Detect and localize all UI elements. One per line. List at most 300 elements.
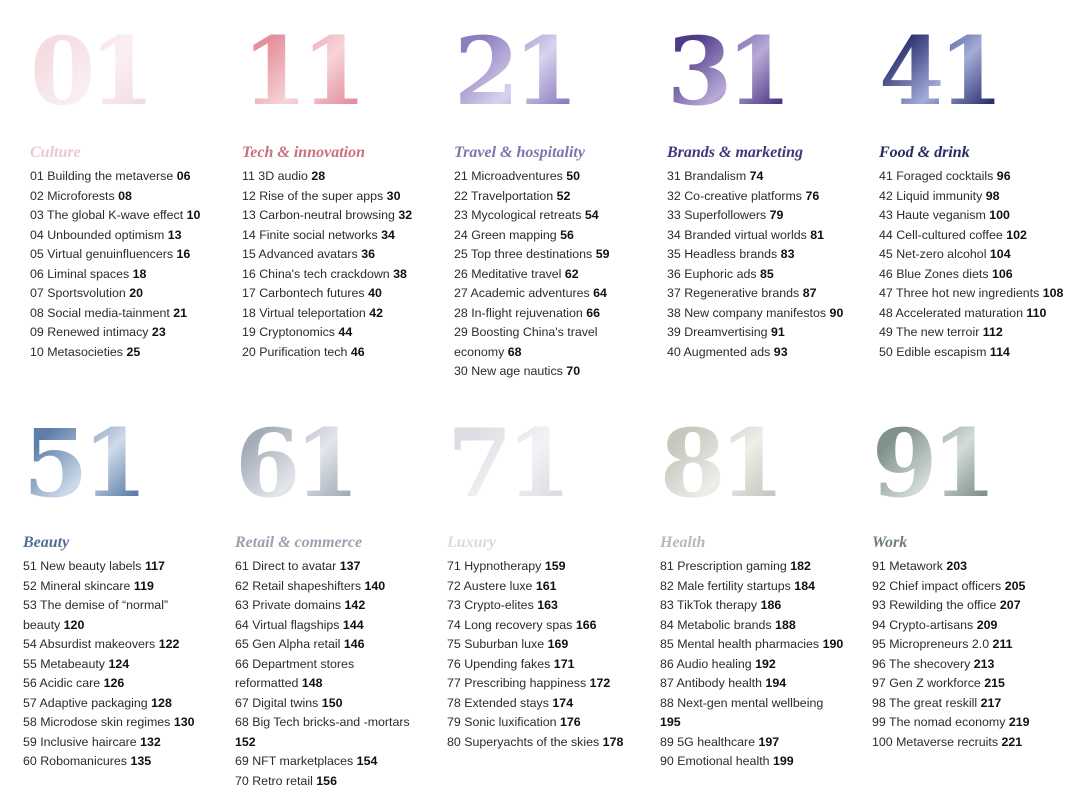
trend-item[interactable] <box>667 265 872 285</box>
page-number: 68 <box>507 344 522 359</box>
page-number: 221 <box>1001 734 1023 749</box>
trend-item[interactable] <box>660 694 840 733</box>
page-number: 96 <box>996 169 1011 183</box>
page-number: 25 <box>126 344 141 359</box>
page-number: 205 <box>1004 578 1026 593</box>
trend-title: 87 Antibody health <box>660 676 762 690</box>
trend-item[interactable] <box>23 596 203 635</box>
trend-title: 33 Superfollowers <box>667 208 767 222</box>
trend-title: 36 Euphoric ads <box>667 266 757 281</box>
page-number: 44 <box>338 325 353 339</box>
trend-item[interactable] <box>447 655 652 675</box>
trend-title: 95 Micropreneurs 2.0 <box>872 637 990 651</box>
trend-item[interactable] <box>454 362 659 382</box>
trend-item[interactable] <box>23 557 228 577</box>
page-number: 64 <box>593 286 607 300</box>
trend-title: 93 Rewilding the office <box>872 598 997 612</box>
trend-title: 94 Crypto-artisans <box>872 617 974 632</box>
page-number: 70 <box>566 364 581 378</box>
trend-item[interactable] <box>235 694 440 714</box>
trend-title: 75 Suburban luxe <box>447 637 545 651</box>
trend-item[interactable] <box>660 596 865 616</box>
trend-item[interactable] <box>242 323 447 343</box>
trend-title: 60 Robomanicures <box>23 754 128 768</box>
trend-title: 31 Brandalism <box>667 169 747 183</box>
page-number: 98 <box>985 188 1000 203</box>
page-number: 211 <box>992 637 1013 651</box>
trend-title: 08 Social media-tainment <box>30 305 170 320</box>
trend-item[interactable] <box>660 752 865 772</box>
page-number: 166 <box>575 617 597 632</box>
trend-title: 20 Purification tech <box>242 344 348 359</box>
trend-item[interactable] <box>447 596 652 616</box>
page-number: 100 <box>989 208 1010 222</box>
trend-item[interactable] <box>872 694 1077 714</box>
page-number: 102 <box>1006 227 1027 242</box>
trend-item[interactable] <box>879 167 1080 187</box>
trend-item[interactable] <box>667 284 872 304</box>
trend-title: 81 Prescription gaming <box>660 559 787 573</box>
trend-item[interactable] <box>23 694 228 714</box>
trend-item[interactable] <box>872 674 1077 694</box>
trend-title: 66 Department stores reformatted <box>235 656 355 690</box>
page-number: 186 <box>760 598 782 612</box>
trend-item[interactable] <box>454 304 659 324</box>
section-number: 51 <box>23 414 148 514</box>
page-number: 50 <box>566 169 581 183</box>
trend-item[interactable] <box>879 187 1080 207</box>
trend-list <box>872 557 1077 752</box>
trend-title: 05 Virtual genuinfluencers <box>30 247 174 261</box>
page-number: 34 <box>381 227 395 242</box>
trend-item[interactable] <box>242 304 447 324</box>
trend-item[interactable] <box>667 245 872 265</box>
trend-title: 37 Regenerative brands <box>667 286 800 300</box>
trend-title: 76 Upending fakes <box>447 656 551 671</box>
page-number: 128 <box>151 695 172 710</box>
trend-item[interactable] <box>447 694 652 714</box>
trend-list <box>30 167 235 362</box>
page-number: 06 <box>176 169 191 183</box>
trend-item[interactable] <box>879 226 1080 246</box>
trend-title: 96 The shecovery <box>872 656 971 671</box>
trend-title: 17 Carbontech futures <box>242 286 365 300</box>
trend-title: 57 Adaptive packaging <box>23 695 148 710</box>
trend-item[interactable] <box>30 323 235 343</box>
section-61 <box>235 409 440 791</box>
trend-title: 07 Sportsvolution <box>30 286 126 300</box>
page-number: 163 <box>537 598 558 612</box>
trend-title: 32 Co-creative platforms <box>667 188 802 203</box>
page-number: 215 <box>984 676 1005 690</box>
page-number: 81 <box>810 227 825 242</box>
trend-title: 90 Emotional health <box>660 754 770 768</box>
trend-item[interactable] <box>454 206 659 226</box>
trend-item[interactable] <box>667 304 872 324</box>
category-heading: Health <box>660 534 706 551</box>
section-11 <box>242 17 447 362</box>
page-number: 194 <box>765 676 787 690</box>
trend-title: 38 New company manifestos <box>667 305 827 320</box>
trend-item[interactable] <box>872 596 1077 616</box>
trend-item[interactable] <box>30 206 235 226</box>
trend-item[interactable] <box>454 245 659 265</box>
trend-list <box>447 557 652 752</box>
trend-title: 62 Retail shapeshifters <box>235 578 362 593</box>
trend-item[interactable] <box>660 616 865 636</box>
trend-item[interactable] <box>30 245 235 265</box>
trend-title: 86 Audio healing <box>660 656 752 671</box>
trend-item[interactable] <box>879 206 1080 226</box>
trend-title: 92 Chief impact officers <box>872 578 1002 593</box>
trend-item[interactable] <box>879 323 1080 343</box>
trend-item[interactable] <box>454 187 659 207</box>
page-number: 192 <box>755 656 776 671</box>
page-number: 209 <box>976 617 998 632</box>
trend-item[interactable] <box>660 635 865 655</box>
trend-item[interactable] <box>30 304 235 324</box>
page-number: 188 <box>775 617 796 632</box>
trend-title: 14 Finite social networks <box>242 227 378 242</box>
section-01 <box>30 17 235 362</box>
trend-title: 64 Virtual flagships <box>235 617 340 632</box>
page-number: 120 <box>63 617 85 632</box>
trend-title: 63 Private domains <box>235 598 342 612</box>
trend-item[interactable] <box>667 226 872 246</box>
trend-title: 61 Direct to avatar <box>235 559 337 573</box>
section-number: 31 <box>667 22 792 122</box>
trend-item[interactable] <box>447 577 652 597</box>
page-number: 217 <box>980 695 1002 710</box>
trend-item[interactable] <box>667 167 872 187</box>
trend-item[interactable] <box>30 187 235 207</box>
page-number: 104 <box>989 247 1011 261</box>
trend-item[interactable] <box>242 206 447 226</box>
trend-title: 04 Unbounded optimism <box>30 227 165 242</box>
trend-title: 79 Sonic luxification <box>447 715 557 729</box>
trend-item[interactable] <box>30 167 235 187</box>
page-number: 171 <box>553 656 575 671</box>
section-number: 91 <box>872 414 997 514</box>
trend-item[interactable] <box>872 713 1077 733</box>
trend-item[interactable] <box>879 245 1080 265</box>
page-number: 169 <box>547 637 569 651</box>
trend-title: 06 Liminal spaces <box>30 266 130 281</box>
trend-title: 42 Liquid immunity <box>879 188 983 203</box>
category-heading: Luxury <box>447 534 496 551</box>
trend-item[interactable] <box>660 557 865 577</box>
trend-title: 46 Blue Zones diets <box>879 266 989 281</box>
trend-item[interactable] <box>667 187 872 207</box>
trend-title: 29 Boosting China's travel economy <box>454 325 598 359</box>
page-number: 59 <box>595 247 610 261</box>
trend-list <box>879 167 1080 362</box>
page-number: 16 <box>176 247 191 261</box>
trend-item[interactable] <box>660 577 865 597</box>
page-number: 93 <box>773 344 788 359</box>
page-number: 161 <box>535 578 557 593</box>
trend-title: 59 Inclusive haircare <box>23 734 137 749</box>
trend-item[interactable] <box>23 635 228 655</box>
page-number: 178 <box>602 734 624 749</box>
page-number: 74 <box>749 169 764 183</box>
trend-item[interactable] <box>30 284 235 304</box>
page-number: 144 <box>342 617 364 632</box>
trend-title: 84 Metabolic brands <box>660 617 772 632</box>
page-number: 30 <box>386 188 401 203</box>
trend-title: 99 The nomad economy <box>872 715 1006 729</box>
page-number: 152 <box>235 734 256 749</box>
section-number: 81 <box>660 414 785 514</box>
trend-title: 21 Microadventures <box>454 169 563 183</box>
trend-title: 91 Metawork <box>872 559 943 573</box>
trend-title: 25 Top three destinations <box>454 247 593 261</box>
section-number: 61 <box>235 414 360 514</box>
trend-title: 47 Three hot new ingredients <box>879 286 1040 300</box>
trend-item[interactable] <box>667 343 872 363</box>
page-number: 108 <box>1042 286 1064 300</box>
section-number: 01 <box>30 22 155 122</box>
page-number: 79 <box>769 208 784 222</box>
section-51 <box>23 409 228 772</box>
page-number: 62 <box>564 266 579 281</box>
trend-title: 73 Crypto-elites <box>447 598 534 612</box>
trend-title: 24 Green mapping <box>454 227 557 242</box>
trend-item[interactable] <box>23 733 228 753</box>
page-number: 10 <box>186 208 201 222</box>
trend-item[interactable] <box>235 772 440 792</box>
trend-title: 30 New age nautics <box>454 364 563 378</box>
category-heading: Retail & commerce <box>235 534 363 551</box>
page-number: 110 <box>1026 305 1047 320</box>
trend-title: 27 Academic adventures <box>454 286 590 300</box>
trend-item[interactable] <box>872 557 1077 577</box>
trend-item[interactable] <box>447 557 652 577</box>
trend-item[interactable] <box>660 655 865 675</box>
section-91 <box>872 409 1077 752</box>
page-number: 137 <box>339 559 361 573</box>
trend-item[interactable] <box>879 265 1080 285</box>
trend-title: 58 Microdose skin regimes <box>23 715 171 729</box>
page-number: 150 <box>321 695 343 710</box>
trend-item[interactable] <box>872 655 1077 675</box>
trend-item[interactable] <box>667 323 872 343</box>
trend-title: 22 Travelportation <box>454 188 554 203</box>
trend-item[interactable] <box>447 713 652 733</box>
page-number: 23 <box>151 325 166 339</box>
page-number: 148 <box>301 676 323 690</box>
trend-item[interactable] <box>660 733 865 753</box>
page-number: 197 <box>758 734 780 749</box>
trend-item[interactable] <box>23 752 228 772</box>
page-number: 132 <box>140 734 161 749</box>
trend-item[interactable] <box>447 616 652 636</box>
trend-list <box>235 557 440 791</box>
page-number: 190 <box>822 637 844 651</box>
trend-item[interactable] <box>23 674 228 694</box>
trend-item[interactable] <box>23 577 228 597</box>
trend-title: 55 Metabeauty <box>23 656 105 671</box>
trend-item[interactable] <box>235 616 440 636</box>
trend-item[interactable] <box>879 343 1080 363</box>
page-number: 66 <box>586 305 601 320</box>
trend-title: 03 The global K-wave effect <box>30 208 184 222</box>
trend-item[interactable] <box>242 226 447 246</box>
page-number: 28 <box>311 169 326 183</box>
trend-title: 72 Austere luxe <box>447 578 533 593</box>
section-41 <box>879 17 1080 362</box>
trend-title: 01 Building the metaverse <box>30 169 174 183</box>
category-heading: Beauty <box>23 534 70 551</box>
page-number: 87 <box>802 286 817 300</box>
page-number: 154 <box>356 754 378 768</box>
trend-item[interactable] <box>235 713 415 752</box>
trend-title: 51 New beauty labels <box>23 559 142 573</box>
trend-item[interactable] <box>667 206 872 226</box>
trend-item[interactable] <box>872 616 1077 636</box>
trend-item[interactable] <box>242 265 447 285</box>
page-number: 08 <box>118 188 132 203</box>
page-number: 114 <box>989 344 1010 359</box>
trend-title: 78 Extended stays <box>447 695 549 710</box>
trend-title: 53 The demise of “normal” beauty <box>23 598 169 632</box>
page-number: 46 <box>350 344 365 359</box>
page-number: 13 <box>167 227 182 242</box>
trend-title: 09 Renewed intimacy <box>30 325 149 339</box>
page-number: 219 <box>1008 715 1030 729</box>
trend-item[interactable] <box>454 265 659 285</box>
trend-title: 34 Branded virtual worlds <box>667 227 807 242</box>
trend-item[interactable] <box>30 343 235 363</box>
trend-title: 12 Rise of the super apps <box>242 188 384 203</box>
page-number: 76 <box>805 188 820 203</box>
trend-item[interactable] <box>660 674 865 694</box>
trend-title: 97 Gen Z workforce <box>872 676 981 690</box>
page-number: 42 <box>369 305 384 320</box>
trend-title: 35 Headless brands <box>667 247 778 261</box>
trend-item[interactable] <box>242 284 447 304</box>
page-number: 195 <box>660 715 681 729</box>
trend-item[interactable] <box>23 655 228 675</box>
page-number: 199 <box>772 754 794 768</box>
trend-item[interactable] <box>235 557 440 577</box>
page-number: 184 <box>794 578 815 593</box>
trend-item[interactable] <box>879 304 1080 324</box>
trend-title: 56 Acidic care <box>23 676 101 690</box>
page-number: 119 <box>133 578 154 593</box>
trend-item[interactable] <box>454 284 659 304</box>
trend-item[interactable] <box>242 167 447 187</box>
trend-item[interactable] <box>242 245 447 265</box>
trend-item[interactable] <box>242 343 447 363</box>
trend-item[interactable] <box>235 655 415 694</box>
trend-title: 49 The new terroir <box>879 325 980 339</box>
page-number: 85 <box>760 266 774 281</box>
trend-item[interactable] <box>454 167 659 187</box>
page-number: 182 <box>790 559 811 573</box>
trend-item[interactable] <box>235 752 440 772</box>
trend-item[interactable] <box>235 596 440 616</box>
trend-item[interactable] <box>872 577 1077 597</box>
trend-item[interactable] <box>447 635 652 655</box>
trend-item[interactable] <box>447 733 652 753</box>
section-21 <box>454 17 659 382</box>
trend-item[interactable] <box>242 187 447 207</box>
trend-title: 82 Male fertility startups <box>660 578 791 593</box>
trend-item[interactable] <box>447 674 652 694</box>
trend-title: 65 Gen Alpha retail <box>235 637 341 651</box>
trend-item[interactable] <box>30 265 235 285</box>
trend-title: 41 Foraged cocktails <box>879 169 994 183</box>
trend-title: 11 3D audio <box>242 169 308 183</box>
trend-title: 45 Net-zero alcohol <box>879 247 987 261</box>
trend-item[interactable] <box>454 226 659 246</box>
trend-title: 44 Cell-cultured coffee <box>879 227 1003 242</box>
trend-title: 98 The great reskill <box>872 695 978 710</box>
page-number: 140 <box>364 578 386 593</box>
trend-item[interactable] <box>454 323 634 362</box>
trend-item[interactable] <box>879 284 1080 304</box>
category-heading: Tech & innovation <box>242 144 365 161</box>
trend-item[interactable] <box>235 635 440 655</box>
page-number: 213 <box>973 656 995 671</box>
trend-item[interactable] <box>872 635 1077 655</box>
page-number: 124 <box>108 656 130 671</box>
page-number: 172 <box>589 676 611 690</box>
trend-title: 48 Accelerated maturation <box>879 305 1023 320</box>
page-number: 203 <box>946 559 968 573</box>
page-number: 38 <box>393 266 407 281</box>
page-number: 20 <box>129 286 143 300</box>
page-number: 130 <box>173 715 195 729</box>
category-heading: Travel & hospitality <box>454 144 585 161</box>
trend-title: 02 Microforests <box>30 188 115 203</box>
trend-title: 74 Long recovery spas <box>447 617 573 632</box>
page-number: 32 <box>398 208 413 222</box>
trend-title: 85 Mental health pharmacies <box>660 637 820 651</box>
page-number: 36 <box>361 247 375 261</box>
trend-title: 39 Dreamvertising <box>667 325 768 339</box>
trend-title: 83 TikTok therapy <box>660 598 758 612</box>
trend-item[interactable] <box>30 226 235 246</box>
section-31 <box>667 17 872 362</box>
category-heading: Food & drink <box>879 144 970 161</box>
trend-title: 26 Meditative travel <box>454 266 562 281</box>
page-number: 146 <box>343 637 365 651</box>
trend-list <box>660 557 865 772</box>
trend-title: 100 Metaverse recruits <box>872 734 999 749</box>
section-81 <box>660 409 865 772</box>
trend-item[interactable] <box>872 733 1077 753</box>
trend-title: 19 Cryptonomics <box>242 325 335 339</box>
trend-title: 10 Metasocieties <box>30 344 123 359</box>
page-number: 207 <box>999 598 1021 612</box>
trend-title: 70 Retro retail <box>235 773 313 788</box>
trend-item[interactable] <box>235 577 440 597</box>
page-number: 106 <box>991 266 1013 281</box>
page-number: 54 <box>584 208 599 222</box>
trend-title: 13 Carbon-neutral browsing <box>242 208 395 222</box>
section-number: 71 <box>447 414 572 514</box>
trend-title: 52 Mineral skincare <box>23 578 131 593</box>
trend-title: 23 Mycological retreats <box>454 208 582 222</box>
page-number: 91 <box>771 325 785 339</box>
section-number: 21 <box>454 22 579 122</box>
page-number: 159 <box>544 559 566 573</box>
section-number: 41 <box>879 22 1004 122</box>
page-number: 122 <box>158 637 180 651</box>
trend-item[interactable] <box>23 713 228 733</box>
